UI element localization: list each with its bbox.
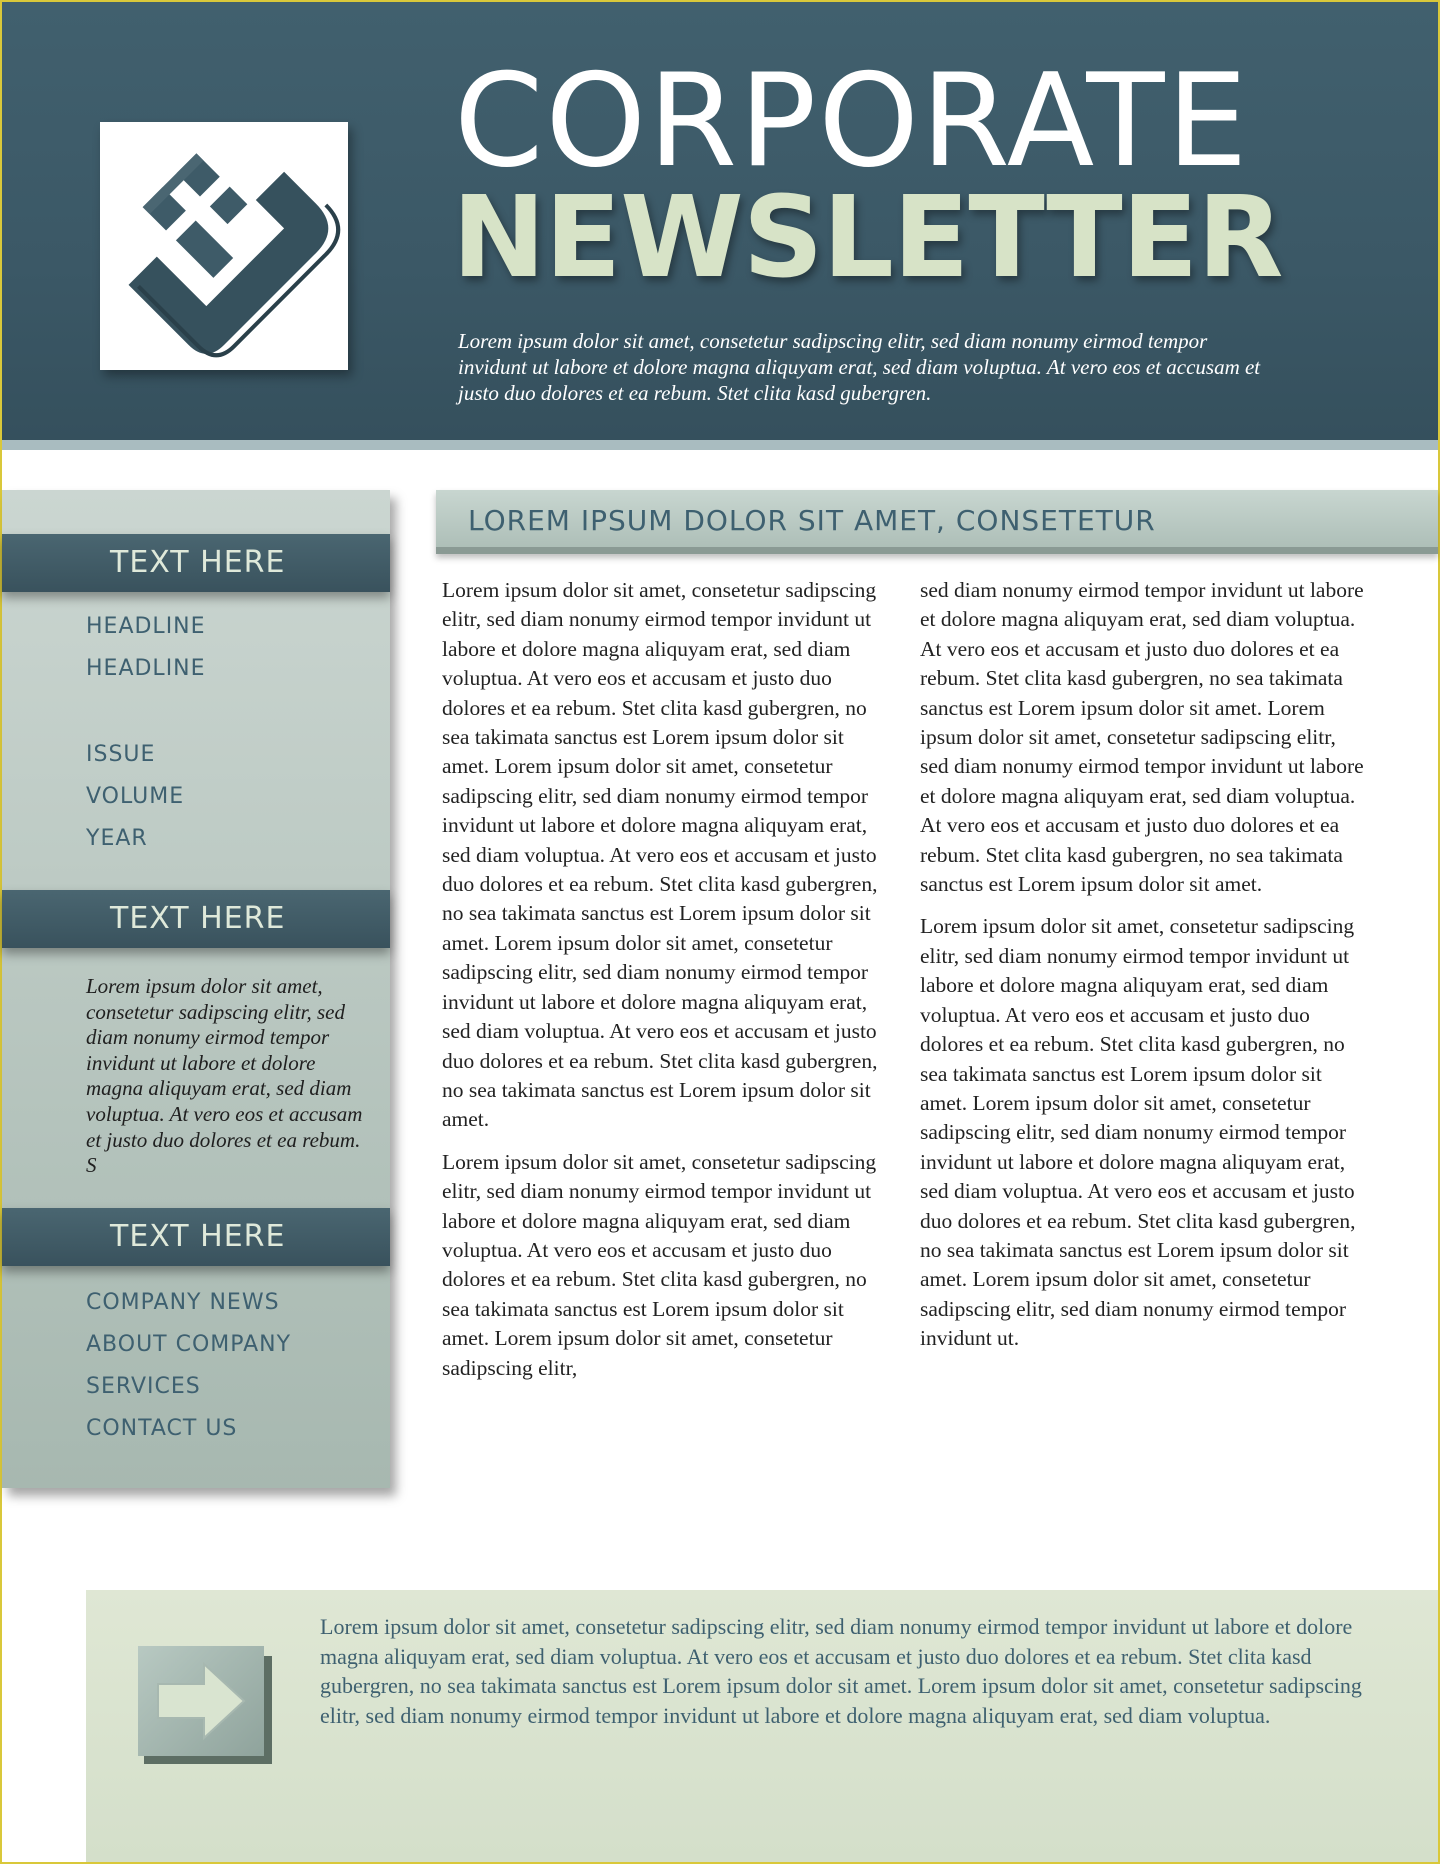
title-newsletter: NEWSLETTER (452, 173, 1283, 303)
sidebar (2, 490, 390, 1488)
sidebar-volume: VOLUME (86, 784, 185, 809)
title-corporate: CORPORATE (454, 47, 1250, 196)
sidebar-issue: ISSUE (86, 742, 156, 767)
sidebar-link-company-news[interactable]: COMPANY NEWS (86, 1290, 280, 1315)
logo (100, 122, 348, 370)
sidebar-heading-1: TEXT HERE (2, 534, 390, 592)
sidebar-link-contact-us[interactable]: CONTACT US (86, 1416, 238, 1441)
abstract-logo-icon (100, 122, 348, 370)
newsletter-header (2, 2, 1438, 450)
article-paragraph: sed diam nonumy eirmod tempor invidunt ut labore et dolore magna aliquyam erat, sed diam voluptua. At vero eos et accusam et justo duo dolores et ea rebum. Stet clita kasd gubergren, no sea takimata sanctus est Lorem ipsum dolor sit amet. Lorem ipsum dolor sit amet, consetetur sadipscing elitr, sed diam nonumy eirmod tempor invidunt ut labore et dolore magna aliquyam erat, sed diam voluptua. At vero eos et accusam et justo duo dolores et ea rebum. Stet clita kasd gubergren, no sea takimata sanctus est Lorem ipsum dolor sit amet. (920, 578, 1364, 897)
footer-callout (86, 1590, 1438, 1862)
arrow-right-icon (138, 1646, 264, 1756)
article-column-left (442, 576, 886, 1396)
sidebar-link-about-company[interactable]: ABOUT COMPANY (86, 1332, 292, 1357)
sidebar-heading-3: TEXT HERE (2, 1208, 390, 1266)
sidebar-headline-1[interactable]: HEADLINE (86, 614, 206, 639)
section-title: LOREM IPSUM DOLOR SIT AMET, CONSETETUR (468, 504, 1156, 537)
sidebar-link-services[interactable]: SERVICES (86, 1374, 201, 1399)
article-paragraph: Lorem ipsum dolor sit amet, consetetur sadipscing elitr, sed diam nonumy eirmod tempor invidunt ut labore et dolore magna aliquyam erat, sed diam voluptua. At vero eos et accusam et justo duo dolores et ea rebum. Stet clita kasd gubergren, no sea takimata sanctus est Lorem ipsum dolor sit amet. Lorem ipsum dolor sit amet, consetetur sadipscing elitr, sed diam nonumy eirmod tempor invidunt ut labore et dolore magna aliquyam erat, sed diam voluptua. At vero eos et accusam et justo duo dolores et ea rebum. Stet clita kasd gubergren, no sea takimata sanctus est Lorem ipsum dolor sit amet. Lorem ipsum dolor sit amet, consetetur sadipscing elitr, sed diam nonumy eirmod tempor invidunt ut. (920, 914, 1356, 1351)
article-paragraph: Lorem ipsum dolor sit amet, consetetur sadipscing elitr, sed diam nonumy eirmod tempor invidunt ut labore et dolore magna aliquyam erat, sed diam voluptua. At vero eos et accusam et justo duo dolores et ea rebum. Stet clita kasd gubergren, no sea takimata sanctus est Lorem ipsum dolor sit amet. Lorem ipsum dolor sit amet, consetetur sadipscing elitr, sed diam nonumy eirmod tempor invidunt ut labore et dolore magna aliquyam erat, sed diam voluptua. At vero eos et accusam et justo duo dolores et ea rebum. Stet clita kasd gubergren, no sea takimata sanctus est Lorem ipsum dolor sit amet. Lorem ipsum dolor sit amet, consetetur sadipscing elitr, sed diam nonumy eirmod tempor invidunt ut labore et dolore magna aliquyam erat, sed diam voluptua. At vero eos et accusam et justo duo dolores et ea rebum. Stet clita kasd gubergren, no sea takimata sanctus est Lorem ipsum dolor sit amet. (442, 578, 878, 1132)
sidebar-year: YEAR (86, 826, 148, 851)
article-paragraph: Lorem ipsum dolor sit amet, consetetur sadipscing elitr, sed diam nonumy eirmod tempor invidunt ut labore et dolore magna aliquyam erat, sed diam voluptua. At vero eos et accusam et justo duo dolores et ea rebum. Stet clita kasd gubergren, no sea takimata sanctus est Lorem ipsum dolor sit amet. Lorem ipsum dolor sit amet, consetetur sadipscing elitr, (442, 1149, 877, 1380)
sidebar-text: Lorem ipsum dolor sit amet, consetetur sadipscing elitr, sed diam nonumy eirmod tempor invidunt ut labore et dolore magna aliquyam erat, sed diam voluptua. At vero eos et accusam et justo duo dolores et ea rebum. S (86, 974, 363, 1178)
section-banner (436, 490, 1438, 554)
article-column-right (920, 576, 1364, 1367)
header-intro: Lorem ipsum dolor sit amet, consetetur sadipscing elitr, sed diam nonumy eirmod tempor invidunt ut labore et dolore magna aliquyam erat, sed diam voluptua. At vero eos et accusam et justo duo dolores et ea rebum. Stet clita kasd gubergren. (458, 329, 1261, 405)
arrow-button[interactable] (138, 1646, 264, 1756)
sidebar-heading-2: TEXT HERE (2, 890, 390, 948)
footer-text: Lorem ipsum dolor sit amet, consetetur sadipscing elitr, sed diam nonumy eirmod tempor invidunt ut labore et dolore magna aliquyam erat, sed diam voluptua. At vero eos et accusam et justo duo dolores et ea rebum. Stet clita kasd gubergren, no sea takimata sanctus est Lorem ipsum dolor sit amet. Lorem ipsum dolor sit amet, consetetur sadipscing elitr, sed diam nonumy eirmod tempor invidunt ut labore et dolore magna aliquyam erat, sed diam voluptua. (320, 1614, 1362, 1728)
sidebar-headline-2[interactable]: HEADLINE (86, 656, 206, 681)
